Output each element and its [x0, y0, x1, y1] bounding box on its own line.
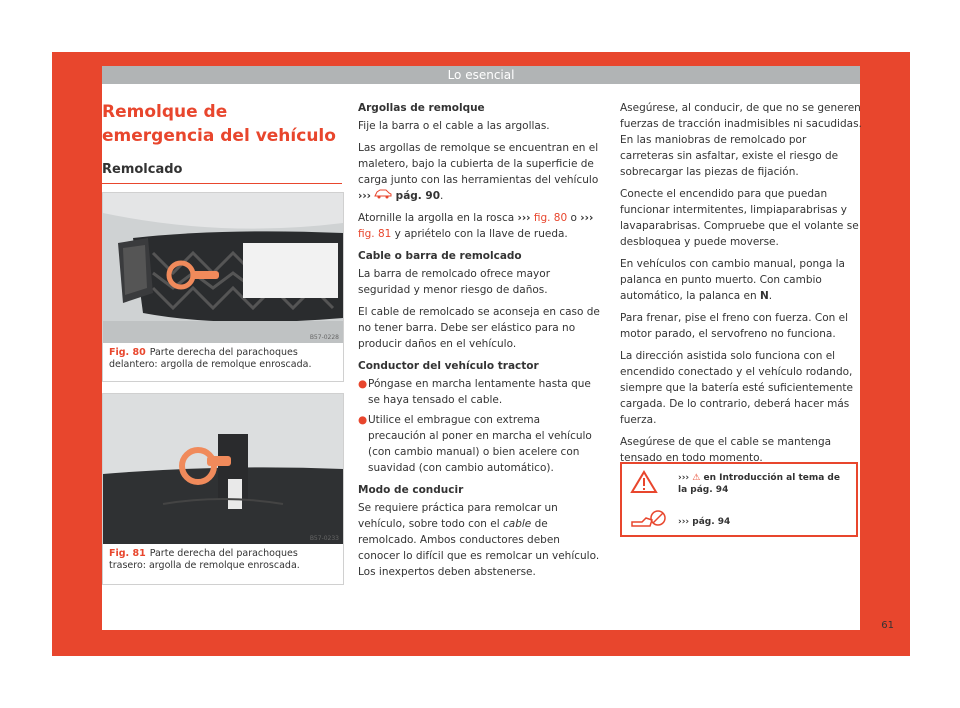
paragraph: Conecte el encendido para que puedan funcionar intermitentes, limpiaparabrisas y lavaparabrisas. Compruebe que el volante se desbloquea y puede moverse.: [620, 188, 859, 248]
front-bumper-image: [103, 193, 343, 343]
ref-arrow-icon: ›››: [678, 473, 690, 483]
text-column-2: [358, 100, 600, 586]
rear-bumper-image: [103, 394, 343, 544]
page-number: 61: [881, 620, 894, 631]
bumper-front-photo: [103, 193, 343, 343]
heading-conductor: Conductor del vehículo tractor: [358, 360, 539, 372]
paragraph: Se requiere práctica para remolcar un vehículo, sobre todo con el cable de remolcado. Ambos conductores deben conocer lo difícil que es remolcar un vehículo. Los inexpertos deben abstenerse.: [358, 502, 600, 578]
page-header: Lo esencial: [102, 66, 860, 84]
paragraph: La barra de remolcado ofrece mayor seguridad y menor riesgo de daños.: [358, 268, 551, 296]
heading-cable: Cable o barra de remolcado: [358, 250, 522, 262]
paragraph: En vehículos con cambio manual, ponga la palanca en punto muerto. Con cambio automático, la palanca en N.: [620, 258, 845, 302]
paragraph: Asegúrese de que el cable se mantenga tensado en todo momento.: [620, 436, 832, 464]
warning-box: [620, 462, 858, 537]
section-heading: [102, 100, 342, 184]
figure-caption: [103, 343, 343, 375]
warning-ref-1[interactable]: ››› ⚠ en Introducción al tema de la pág. 94: [678, 473, 840, 495]
warning-triangle-icon: [630, 470, 658, 494]
paragraph: Asegúrese, al conducir, de que no se generen fuerzas de tracción inadmisibles ni sacudidas. En las maniobras de remolcado por carreteras sin asfaltar, existe el riesgo de sobrecargar las piezas de fijación.: [620, 102, 862, 178]
figure-80: [102, 192, 344, 382]
paragraph: Fije la barra o el cable a las argollas.: [358, 120, 550, 132]
bullet-icon: ●: [358, 378, 368, 390]
small-warning-icon: ⚠: [692, 473, 701, 483]
paragraph: La dirección asistida solo funciona con el encendido conectado y el vehículo rodando, siempre que la batería esté suficientemente cargada. De lo contrario, deberá hacer más fuerza.: [620, 350, 853, 426]
ref-arrow-icon: ›››: [580, 212, 594, 224]
page-ref[interactable]: pág. 90: [395, 190, 441, 202]
environment-note-icon: [630, 508, 668, 532]
fig80-link[interactable]: fig. 80: [533, 212, 568, 224]
list-item: ● Póngase en marcha lentamente hasta que se haya tensado el cable.: [358, 378, 591, 406]
figure-caption-text: Parte derecha del parachoques trasero: argolla de remolque enroscada.: [109, 548, 300, 571]
text-column-3: [620, 100, 862, 472]
figure-81: [102, 393, 344, 585]
ref-arrow-icon: ›››: [678, 517, 690, 527]
ref-arrow-icon: ›››: [517, 212, 531, 224]
paragraph: El cable de remolcado se aconseja en caso de no tener barra. Debe ser elástico para no producir daños en el vehículo.: [358, 306, 600, 350]
heading-modo: Modo de conducir: [358, 484, 464, 496]
warning-ref-2[interactable]: ››› pág. 94: [678, 517, 731, 527]
figure-caption: [103, 544, 343, 576]
figure-code: B57-0228: [309, 334, 339, 341]
section-subtitle: Remolcado: [102, 162, 342, 184]
heading-argollas: Argollas de remolque: [358, 102, 485, 114]
figure-caption-text: Parte derecha del parachoques delantero: argolla de remolque enroscada.: [109, 347, 312, 370]
section-title: Remolque de emergencia del vehículo: [102, 102, 336, 146]
figure-number: Fig. 81: [109, 548, 146, 559]
bullet-icon: ●: [358, 414, 368, 426]
ref-arrow-icon: ›››: [358, 190, 371, 202]
paragraph: Atornille la argolla en la rosca ››› fig. 80 o ››› fig. 81 y apriételo con la llave de rueda.: [358, 212, 594, 240]
paragraph: Para frenar, pise el freno con fuerza. Con el motor parado, el servofreno no funciona.: [620, 312, 848, 340]
fig81-link[interactable]: fig. 81: [358, 228, 392, 240]
bumper-rear-photo: [103, 394, 343, 544]
paragraph: Las argollas de remolque se encuentran en el maletero, bajo la cubierta de la superficie de carga junto con las herramientas del vehículo ››› pág. 90.: [358, 142, 599, 202]
list-item: ● Utilice el embrague con extrema precaución al poner en marcha el vehículo (con cambio manual) o bien acelere con suavidad (con cambio automático).: [358, 414, 592, 474]
gear-n: N: [760, 290, 769, 302]
figure-code: B57-0233: [309, 535, 339, 542]
car-pictogram-icon: [374, 188, 392, 199]
figure-number: Fig. 80: [109, 347, 146, 358]
